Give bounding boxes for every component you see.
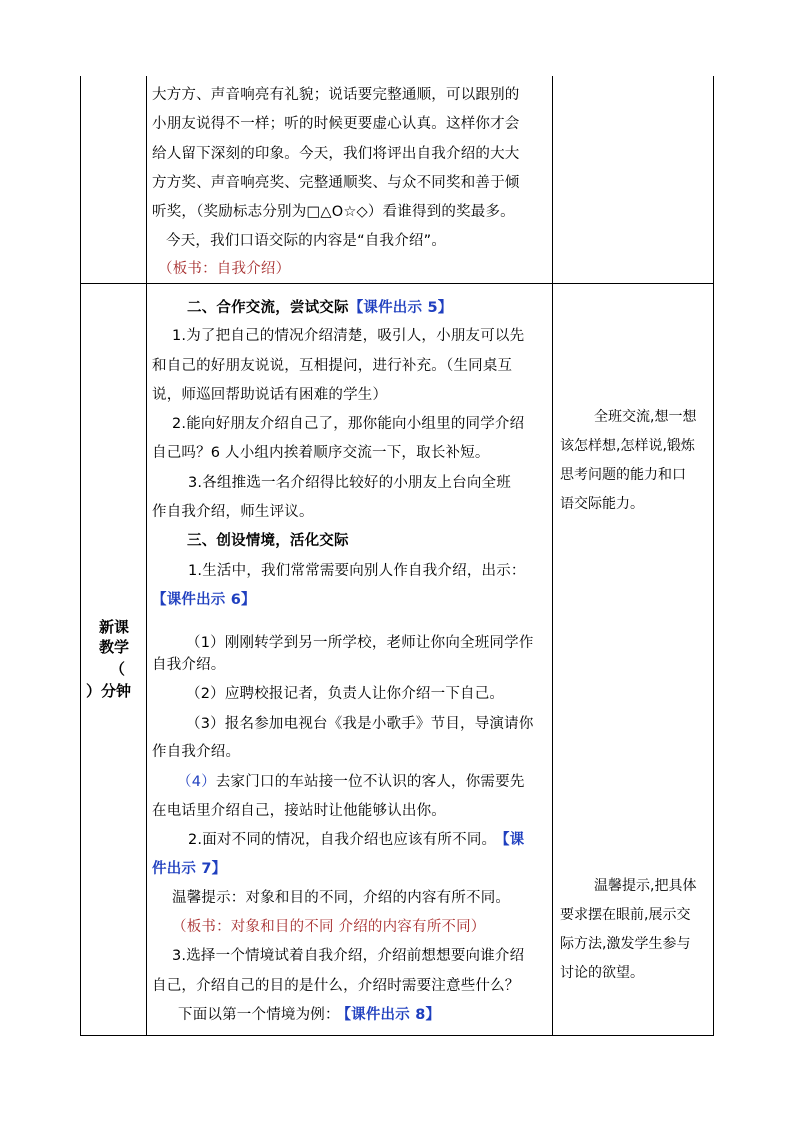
item-4-text: 去家门口的车站接一位不认识的客人，你需要先 [215,774,525,790]
row-divider [80,283,714,284]
note-2-line-2: 要求摆在眼前,展示交 [560,907,691,923]
s3-p2-text: 2.面对不同的情况，自我介绍也应该有所不同。 [188,832,497,848]
top-line-4: 方方奖、声音响亮奖、完整通顺奖、与众不同奖和善于倾 [152,175,520,191]
note-1-line-4: 语交际能力。 [560,496,644,512]
courseware-tag-6: 【课件出示 6】 [152,592,256,608]
s3-p3-line-1: 3.选择一个情境试着自我介绍，介绍前想想要向谁介绍 [172,948,525,964]
s3-p3-line-2: 自己，介绍自己的目的是什么，介绍时需要注意些什么？ [152,978,520,994]
courseware-tag-5: 【课件出示 5】 [348,300,453,316]
s3-p1: 1.生活中，我们常常需要向别人作自我介绍，出示： [188,563,526,579]
s3-p2-line-1 [188,830,524,850]
table-divider-2 [552,76,553,1036]
board-note-2: （板书：对象和目的不同 介绍的内容有所不同） [172,919,486,935]
s2-p1-line-3: 说，师巡回帮助说话有困难的学生） [152,387,388,403]
table-border-bottom [80,1035,714,1036]
top-line-2: 小朋友说得不一样；听的时候更要虚心认真。这样你才会 [152,116,520,132]
table-border-left [80,76,81,1036]
note-2-line-1: 温馨提示,把具体 [594,878,697,894]
board-note-1: （板书：自我介绍） [158,261,291,277]
s2-p2-line-2: 自己吗？6 人小组内挨着顺序交流一下，取长补短。 [152,445,490,461]
item-1-line-2: 自我介绍。 [152,657,226,673]
s2-p1-line-1: 1.为了把自己的情况介绍清楚，吸引人，小朋友可以先 [172,328,525,344]
item-1-line-1: （1）刚刚转学到另一所学校，老师让你向全班同学作 [186,635,534,651]
s2-p1-line-2: 和自己的好朋友说说，互相提问，进行补充。（生同桌互 [152,358,513,374]
s3-p4-text: 下面以第一个情境为例： [178,1007,340,1023]
note-2-line-3: 际方法,激发学生参与 [560,936,691,952]
s3-p4-line [178,1005,440,1025]
note-2-line-4: 讨论的欲望。 [560,965,644,981]
item-3-line-2: 作自我介绍。 [152,744,241,760]
courseware-tag-7-b: 件出示 7】 [152,861,227,877]
s2-p2-line-1: 2.能向好朋友介绍自己了，那你能向小组里的同学介绍 [172,416,525,432]
section-3-title: 三、创设情境，活化交际 [187,533,349,549]
note-1-line-3: 思考问题的能力和口 [560,467,686,483]
courseware-tag-8: 【课件出示 8】 [343,1007,441,1023]
item-4-line-2: 在电话里介绍自己，接站时让他能够认出你。 [152,803,446,819]
s2-p3-line-1: 3.各组推选一名介绍得比较好的小朋友上台向全班 [188,475,511,491]
section-2-title: 二、合作交流，尝试交际 [187,300,349,316]
top-line-5: 听奖，（奖励标志分别为□△O☆◇）看谁得到的奖最多。 [152,204,515,220]
row-label-line-2: 教学 [99,638,130,656]
item-2: （2）应聘校报记者，负责人让你介绍一下自己。 [186,686,505,702]
section-2-heading [187,298,452,318]
table-border-right [713,76,714,1036]
top-line-3: 给人留下深刻的印象。今天，我们将评出自我介绍的大大 [152,146,520,162]
s2-p3-line-2: 作自我介绍，师生评议。 [152,504,314,520]
row-label-line-1: 新课 [99,618,130,636]
note-1-line-1: 全班交流,想一想 [594,409,697,425]
tip-text: 温馨提示：对象和目的不同，介绍的内容有所不同。 [172,890,511,906]
item-4-line-1 [177,772,525,792]
row-label-line-4: ）分钟 [86,682,132,700]
courseware-tag-7-a: 【课 [502,832,525,848]
top-line-1: 大方方、声音响亮有礼貌；说话要完整通顺，可以跟别的 [152,87,520,103]
note-1-line-2: 该怎样想,怎样说,锻炼 [560,438,695,454]
top-line-6: 今天，我们口语交际的内容是“自我介绍”。 [166,233,447,249]
item-3-line-1: （3）报名参加电视台《我是小歌手》节目，导演请你 [186,716,534,732]
table-divider-1 [146,76,147,1036]
item-4-number: （4） [177,774,216,790]
row-label-line-3: （ [110,660,126,678]
